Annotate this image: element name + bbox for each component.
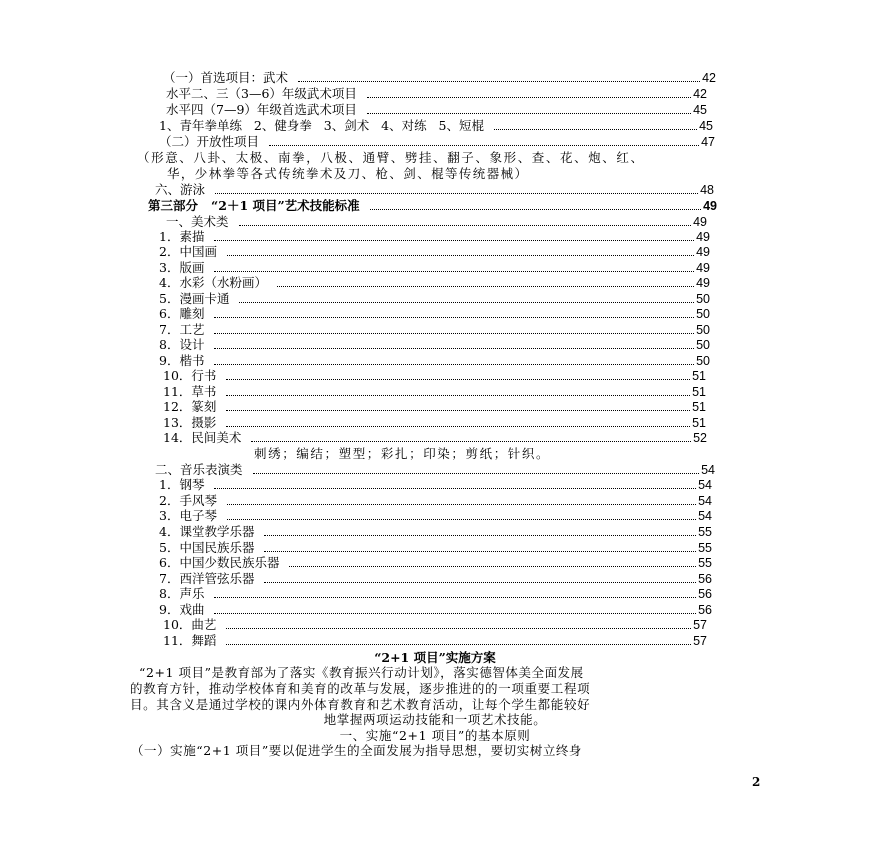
- toc-entry[interactable]: [159, 291, 710, 307]
- toc-leader-dots: [264, 551, 696, 552]
- toc-entry-label: 5．漫画卡通: [159, 291, 230, 306]
- toc-entry-label: 13．摄影: [163, 415, 217, 430]
- toc-entry-page: 47: [701, 135, 715, 149]
- toc-leader-dots: [214, 240, 694, 241]
- toc-entry-page: 56: [698, 603, 712, 617]
- toc-entry-page: 52: [693, 431, 707, 445]
- toc-entry-page: 50: [696, 307, 710, 321]
- toc-entry[interactable]: [163, 384, 706, 400]
- toc-leader-dots: [226, 410, 690, 411]
- toc-leader-dots: [277, 286, 694, 287]
- toc-leader-dots: [264, 582, 696, 583]
- toc-entry[interactable]: [166, 86, 707, 102]
- toc-entry-page: 42: [702, 71, 716, 85]
- toc-entry-page: 54: [698, 509, 712, 523]
- toc-entry-label: 3．版画: [159, 260, 205, 275]
- toc-entry[interactable]: [159, 508, 712, 524]
- toc-entry-label: 8．设计: [159, 337, 205, 352]
- toc-entry-label: 二、音乐表演类: [155, 462, 243, 477]
- toc-entry-label: 水平四（7—9）年级首选武术项目: [166, 102, 357, 117]
- toc-entry-label: 6．中国少数民族乐器: [159, 555, 280, 570]
- toc-entry-page: 51: [692, 416, 706, 430]
- toc-leader-dots: [264, 535, 696, 536]
- toc-entry-label: 7．西洋管弦乐器: [159, 571, 255, 586]
- toc-entry-label: 11．舞蹈: [163, 633, 217, 648]
- subsection-heading: 一、实施“2+1 项目”的基本原则: [339, 728, 531, 743]
- toc-leader-dots: [214, 333, 694, 334]
- toc-leader-dots: [214, 613, 696, 614]
- toc-entry-page: 51: [692, 400, 706, 414]
- toc-entry[interactable]: [166, 102, 707, 118]
- toc-entry-page: 49: [696, 230, 710, 244]
- toc-entry-page: 45: [693, 103, 707, 117]
- paragraph-line: 地掌握两项运动技能和一项艺术技能。: [323, 712, 547, 727]
- toc-leader-dots: [226, 644, 691, 645]
- paragraph-line: “2+1 项目”是教育部为了落实《教育振兴行动计划》，落实德智体美全面发展: [139, 665, 584, 680]
- toc-entry-page: 50: [696, 338, 710, 352]
- toc-entry-page: 50: [696, 354, 710, 368]
- toc-entry-label: 4．水彩（水粉画）: [159, 275, 267, 290]
- toc-entry[interactable]: [159, 540, 712, 556]
- toc-leader-dots: [227, 519, 696, 520]
- toc-entry[interactable]: [163, 617, 707, 633]
- toc-note: （形意、八卦、太极、南拳，八极、通臂、劈挂、翻子、象形、查、花、炮、红、: [137, 150, 645, 165]
- toc-leader-dots: [239, 302, 694, 303]
- toc-entry-label: 1、青年拳单练 2、健身拳 3、剑术 4、对练 5、短棍: [159, 118, 484, 133]
- toc-entry[interactable]: [159, 555, 712, 571]
- toc-leader-dots: [214, 364, 694, 365]
- toc-leader-dots: [298, 81, 700, 82]
- toc-entry-page: 56: [698, 572, 712, 586]
- section-heading: “2+1 项目”实施方案: [374, 650, 496, 665]
- toc-leader-dots: [494, 129, 697, 130]
- toc-entry-label: 12．篆刻: [163, 399, 217, 414]
- toc-entry-label: 1．钢琴: [159, 477, 205, 492]
- toc-entry[interactable]: [159, 524, 712, 540]
- toc-entry-label: 1．素描: [159, 229, 205, 244]
- page-number: 2: [752, 775, 761, 789]
- toc-entry-page: 49: [696, 276, 710, 290]
- paragraph-line: （一）实施“2+1 项目”要以促进学生的全面发展为指导思想，要切实树立终身: [131, 743, 582, 758]
- toc-entry[interactable]: [163, 633, 707, 649]
- toc-entry-page: 51: [692, 369, 706, 383]
- toc-entry-label: 水平二、三（3—6）年级武术项目: [166, 86, 357, 101]
- toc-leader-dots: [367, 97, 691, 98]
- toc-entry-label: 6．雕刻: [159, 306, 205, 321]
- toc-leader-dots: [214, 348, 694, 349]
- toc-leader-dots: [214, 488, 696, 489]
- toc-entry-label: 4．课堂教学乐器: [159, 524, 255, 539]
- toc-entry-page: 57: [693, 634, 707, 648]
- toc-entry-label: 一、美术类: [166, 214, 229, 229]
- toc-entry[interactable]: [159, 353, 710, 369]
- toc-entry-page: 51: [692, 385, 706, 399]
- toc-entry[interactable]: [159, 322, 710, 338]
- toc-leader-dots: [253, 473, 700, 474]
- paragraph-line: 目。其含义是通过学校的课内外体育教育和艺术教育活动，让每个学生都能较好: [130, 697, 591, 712]
- toc-entry-label: 11．草书: [163, 384, 217, 399]
- toc-entry-label: 第三部分 “2＋1 项目”艺术技能标准: [148, 198, 360, 213]
- toc-entry-label: 7．工艺: [159, 322, 205, 337]
- toc-entry-page: 55: [698, 556, 712, 570]
- toc-leader-dots: [227, 504, 696, 505]
- toc-entry-label: 14．民间美术: [163, 430, 242, 445]
- toc-entry[interactable]: [159, 477, 712, 493]
- toc-entry[interactable]: [163, 399, 706, 415]
- toc-entry[interactable]: [159, 134, 715, 150]
- toc-entry[interactable]: [159, 602, 712, 618]
- toc-leader-dots: [289, 566, 696, 567]
- toc-entry[interactable]: [155, 462, 715, 478]
- toc-leader-dots: [226, 426, 690, 427]
- toc-entry-label: 10．行书: [163, 368, 217, 383]
- toc-entry-page: 48: [700, 183, 714, 197]
- toc-entry[interactable]: [163, 415, 706, 431]
- toc-entry[interactable]: [159, 118, 713, 134]
- toc-leader-dots: [367, 113, 691, 114]
- toc-entry-page: 55: [698, 541, 712, 555]
- toc-entry-label: 六、游泳: [155, 182, 206, 197]
- toc-leader-dots: [215, 193, 698, 194]
- toc-entry-page: 54: [701, 463, 715, 477]
- toc-note: 刺绣；编结；塑型；彩扎；印染；剪纸；针织。: [254, 446, 551, 461]
- toc-leader-dots: [214, 597, 696, 598]
- toc-entry-page: 50: [696, 292, 710, 306]
- toc-leader-dots: [214, 317, 694, 318]
- toc-entry[interactable]: [159, 337, 710, 353]
- toc-entry[interactable]: [163, 368, 706, 384]
- toc-entry[interactable]: [155, 182, 714, 198]
- toc-entry-label: （一）首选项目：武术: [163, 70, 289, 85]
- toc-entry-page: 54: [698, 478, 712, 492]
- toc-entry-label: 8．声乐: [159, 586, 205, 601]
- toc-entry-page: 49: [693, 215, 707, 229]
- toc-entry-label: 2．手风琴: [159, 493, 217, 508]
- toc-entry[interactable]: [159, 571, 712, 587]
- toc-leader-dots: [214, 271, 694, 272]
- toc-entry[interactable]: [159, 306, 710, 322]
- toc-entry-label: 9．戏曲: [159, 602, 205, 617]
- toc-entry[interactable]: [163, 70, 716, 86]
- toc-entry[interactable]: [159, 244, 710, 260]
- toc-leader-dots: [226, 628, 691, 629]
- toc-entry-page: 54: [698, 494, 712, 508]
- toc-entry[interactable]: [159, 275, 710, 291]
- toc-entry-label: 9．楷书: [159, 353, 205, 368]
- toc-part-heading[interactable]: [148, 198, 717, 214]
- toc-entry[interactable]: [159, 260, 710, 276]
- toc-entry-page: 42: [693, 87, 707, 101]
- toc-entry-page: 50: [696, 323, 710, 337]
- toc-entry[interactable]: [159, 229, 710, 245]
- toc-entry-page: 49: [696, 245, 710, 259]
- toc-entry-label: 3．电子琴: [159, 508, 217, 523]
- toc-entry-page: 57: [693, 618, 707, 632]
- toc-entry[interactable]: [166, 214, 707, 230]
- toc-entry-page: 56: [698, 587, 712, 601]
- toc-leader-dots: [226, 379, 690, 380]
- toc-entry-label: 2．中国画: [159, 244, 217, 259]
- toc-entry-label: 5．中国民族乐器: [159, 540, 255, 555]
- toc-entry[interactable]: [159, 493, 712, 509]
- toc-entry-page: 55: [698, 525, 712, 539]
- toc-note: 华，少林拳等各式传统拳术及刀、枪、剑、棍等传统器械）: [167, 166, 529, 181]
- toc-leader-dots: [239, 225, 692, 226]
- toc-entry-label: 10．曲艺: [163, 617, 217, 632]
- toc-entry[interactable]: [163, 430, 707, 446]
- toc-entry[interactable]: [159, 586, 712, 602]
- toc-leader-dots: [269, 145, 699, 146]
- toc-entry-label: （二）开放性项目: [159, 134, 260, 149]
- toc-leader-dots: [251, 441, 691, 442]
- toc-entry-page: 49: [696, 261, 710, 275]
- toc-entry-page: 49: [703, 199, 717, 213]
- paragraph-line: 的教育方针，推动学校体育和美育的改革与发展，逐步推进的的一项重要工程项: [130, 681, 591, 696]
- toc-leader-dots: [227, 255, 694, 256]
- toc-leader-dots: [226, 395, 690, 396]
- toc-entry-page: 45: [699, 119, 713, 133]
- toc-leader-dots: [370, 209, 701, 210]
